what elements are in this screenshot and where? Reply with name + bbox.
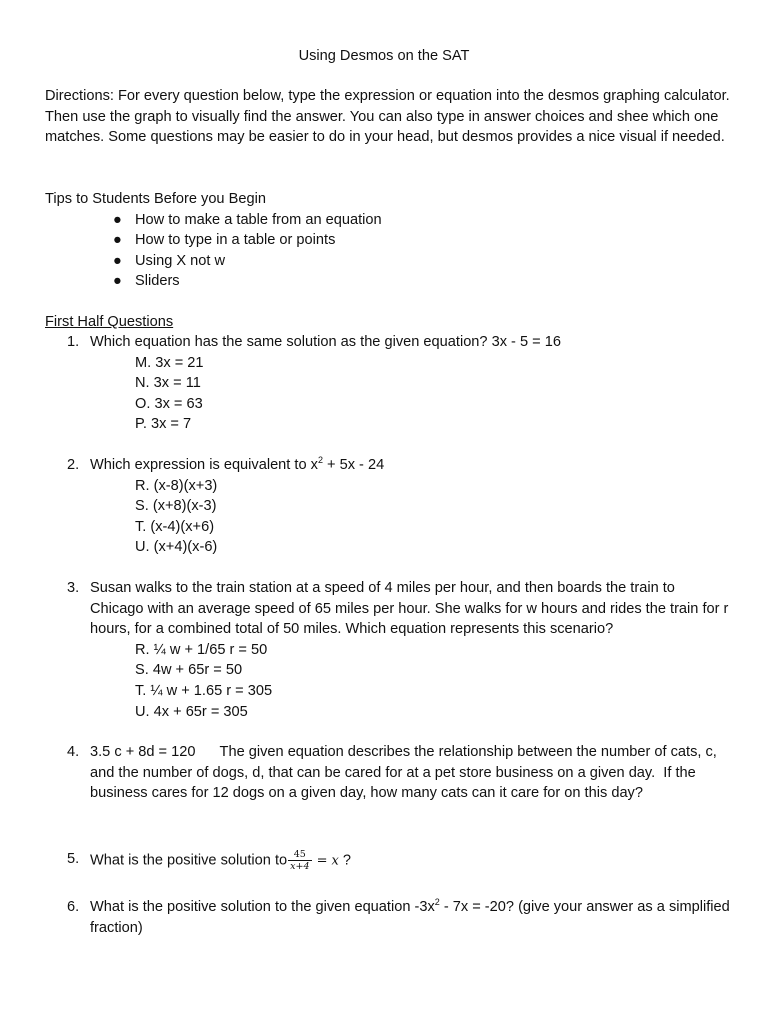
- question-text: 3.5 c + 8d = 120 The given equation describes the relationship between the number of cats, c, and the number of dogs, d, that can be cared for at a pet store business on a given day. If the business cares for 12 dogs on a given day, how many cats can it care for on this day?: [90, 744, 721, 802]
- bullet-icon: ●: [113, 211, 122, 228]
- question-6: [45, 897, 735, 938]
- answer-choice: O. 3x = 63: [135, 395, 203, 412]
- list-item: ● Sliders: [135, 271, 735, 292]
- question-number: 3.: [67, 580, 80, 596]
- answer-choice: R. ¼ w + 1/65 r = 50: [135, 641, 268, 658]
- answer-choice: R. (x-8)(x+3): [135, 477, 218, 494]
- question-5: [45, 849, 735, 872]
- bullet-icon: ●: [113, 232, 122, 249]
- directions-paragraph: Directions: For every question below, type the expression or equation into the desmos graphing calculator. Then use the graph to visually find the answer. You can also type in answer choices and shee which one matches. Some questions may be easier to do in your head, but desmos provides a nice visual if needed.: [45, 88, 730, 146]
- question-number: 4.: [67, 744, 80, 760]
- bullet-icon: ●: [113, 273, 122, 290]
- answer-choices: [135, 640, 735, 722]
- tips-section: [45, 189, 735, 292]
- answer-choice: T. ¼ w + 1.65 r = 305: [135, 682, 273, 699]
- exponent: 2: [434, 897, 440, 908]
- question-number: 1.: [67, 334, 80, 350]
- question-2: [45, 455, 735, 558]
- answer-choice: P. 3x = 7: [135, 416, 192, 433]
- question-text: What is the positive solution to $\frac{45}{x+4}$ = x ?: [90, 849, 352, 872]
- answer-choice: S. (x+8)(x-3): [135, 498, 217, 515]
- list-item: ● How to make a table from an equation: [135, 210, 735, 231]
- answer-choices: [135, 353, 735, 435]
- exponent: 2: [317, 455, 323, 466]
- tips-list: [45, 210, 735, 292]
- question-text: Which expression is equivalent to $x^2 + 5x - 24$: [90, 455, 385, 473]
- answer-choice: U. 4x + 65r = 305: [135, 703, 248, 720]
- question-3: [45, 578, 735, 722]
- question-4: [45, 742, 735, 804]
- fraction: $\frac{45}{x+4}$: [290, 849, 310, 872]
- answer-choice: N. 3x = 11: [135, 375, 201, 392]
- tips-heading: Tips to Students Before you Begin: [45, 191, 266, 207]
- question-text: Which equation has the same solution as the given equation? 3x - 5 = 16: [90, 334, 561, 350]
- answer-choice: U. (x+4)(x-6): [135, 539, 218, 556]
- answer-choice: T. (x-4)(x+6): [135, 518, 215, 535]
- answer-choices: [135, 476, 735, 558]
- bullet-icon: ●: [113, 252, 122, 269]
- question-text: What is the positive solution to the given equation $-3x^2 - 7x = -20$? (give your answer as a simplified fraction): [90, 897, 730, 936]
- question-1: [45, 332, 735, 435]
- page-title: Using Desmos on the SAT: [298, 48, 470, 64]
- question-text: Susan walks to the train station at a speed of 4 miles per hour, and then boards the train to Chicago with an average speed of 65 miles per hour. She walks for w hours and rides the train for r hours, for a combined total of 50 miles. Which equation represents this scenario?: [90, 580, 729, 638]
- question-number: 2.: [67, 457, 80, 473]
- question-number: 5.: [67, 851, 80, 867]
- answer-choice: M. 3x = 21: [135, 354, 204, 371]
- list-item: ● Using X not w: [135, 251, 735, 272]
- section-heading: First Half Questions: [45, 314, 174, 330]
- list-item: ● How to type in a table or points: [135, 230, 735, 251]
- question-number: 6.: [67, 899, 80, 915]
- answer-choice: S. 4w + 65r = 50: [135, 662, 243, 679]
